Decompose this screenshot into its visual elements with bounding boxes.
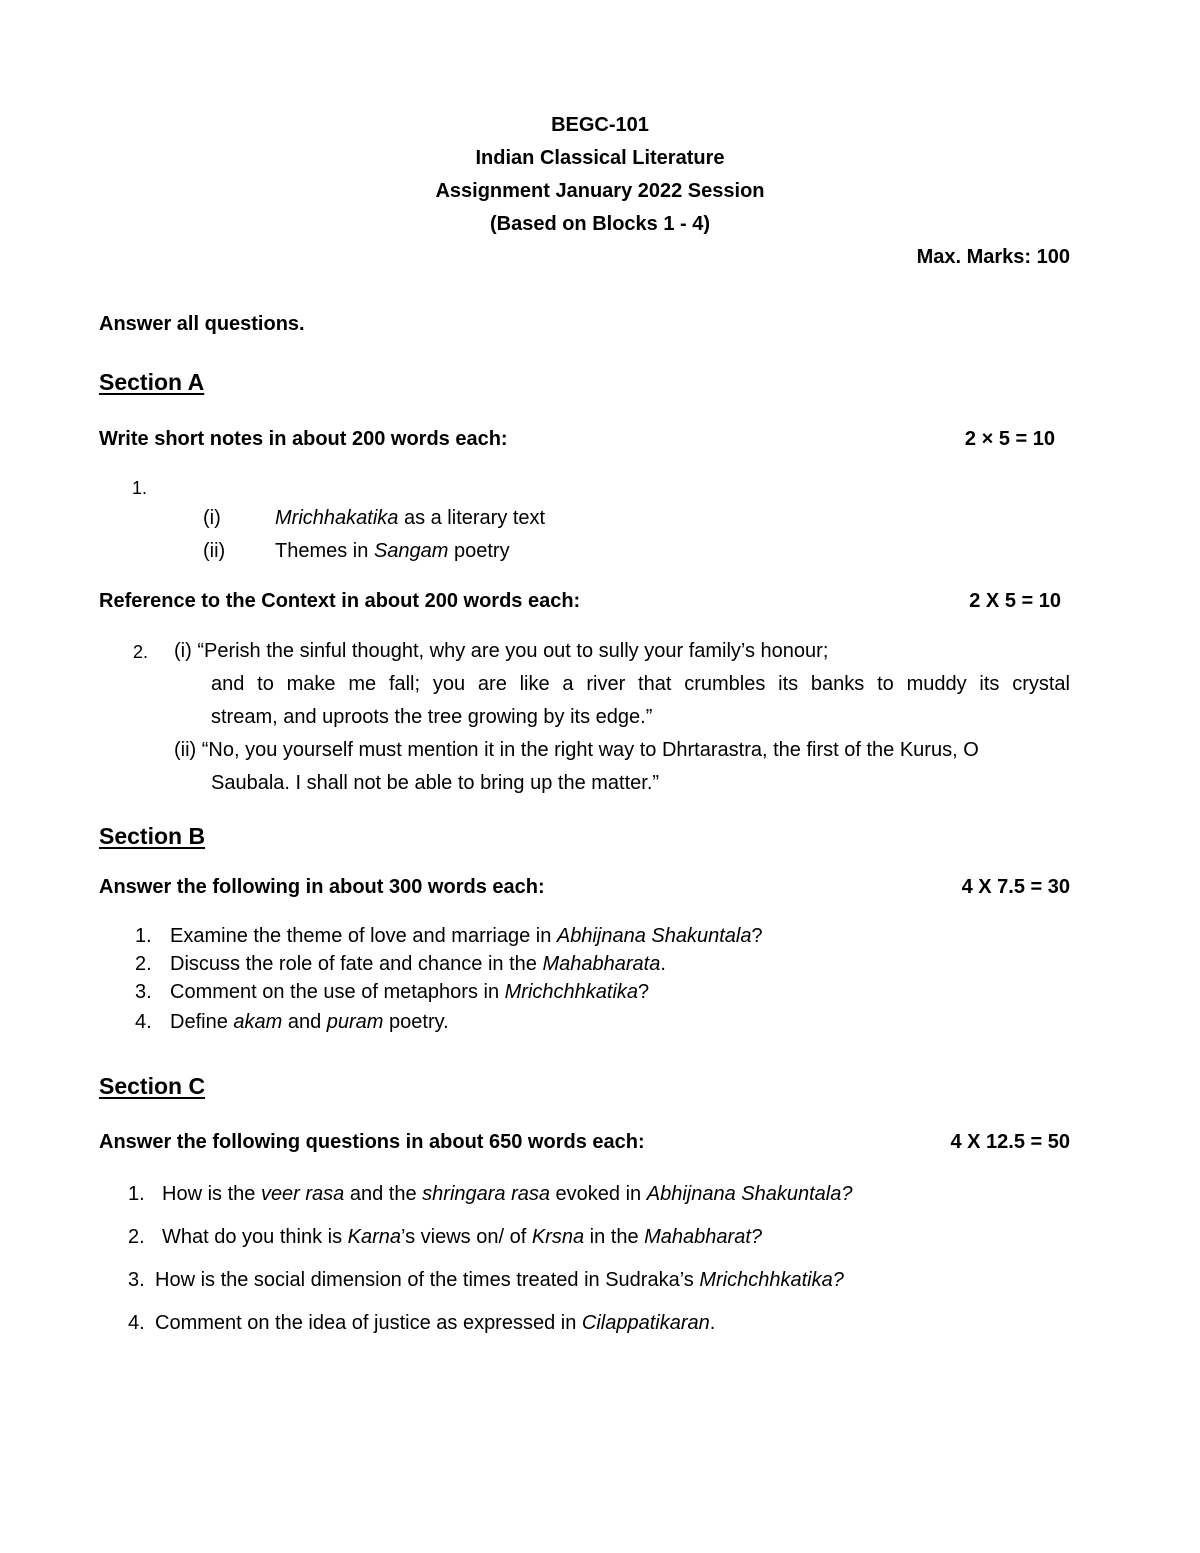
list-item: Define akam and puram poetry.	[170, 1011, 449, 1033]
section-c-heading: Answer the following questions in about 650 words each:	[99, 1131, 645, 1153]
blocks-note: (Based on Blocks 1 - 4)	[489, 213, 711, 235]
list-number: 1.	[128, 1183, 145, 1205]
section-b-marks: 4 X 7.5 = 30	[961, 876, 1070, 898]
list-number: 4.	[128, 1312, 145, 1334]
list-number: 3.	[135, 981, 152, 1003]
course-code: BEGC-101	[551, 114, 649, 136]
section-a-part1-marks: 2 × 5 = 10	[964, 428, 1055, 450]
list-number: 3.	[128, 1269, 145, 1291]
quote-line: (ii) “No, you yourself must mention it in the right way to Dhrtarastra, the first of the Kurus, O	[174, 739, 979, 761]
assignment-session: Assignment January 2022 Session	[435, 180, 765, 202]
item-label: (ii)	[203, 540, 226, 562]
list-item: How is the veer rasa and the shringara rasa evoked in Abhijnana Shakuntala?	[162, 1183, 853, 1205]
list-item: What do you think is Karna’s views on/ of Krsna in the Mahabharat?	[162, 1226, 763, 1248]
list-number: 2.	[128, 1226, 145, 1248]
list-item: Comment on the idea of justice as expressed in Cilappatikaran.	[155, 1312, 716, 1334]
quote-line: (i) “Perish the sinful thought, why are you out to sully your family’s honour;	[174, 640, 829, 662]
list-item: Examine the theme of love and marriage in Abhijnana Shakuntala?	[170, 925, 763, 947]
question-number: 1.	[132, 478, 148, 498]
list-number: 2.	[135, 953, 152, 975]
short-note-item: Mrichhakatika as a literary text	[275, 507, 546, 529]
instruction: Answer all questions.	[99, 313, 305, 335]
item-label: (i)	[203, 507, 221, 529]
list-number: 4.	[135, 1011, 152, 1033]
section-a-part1-heading: Write short notes in about 200 words each:	[99, 428, 508, 450]
section-b-heading: Answer the following in about 300 words each:	[99, 876, 545, 898]
section-c-title: Section C	[99, 1073, 206, 1099]
list-item: Comment on the use of metaphors in Mrichchhkatika?	[170, 981, 650, 1003]
section-a-part2-heading: Reference to the Context in about 200 words each:	[99, 590, 581, 612]
course-title: Indian Classical Literature	[475, 147, 725, 169]
short-note-item: Themes in Sangam poetry	[275, 540, 510, 562]
quote-line: stream, and uproots the tree growing by its edge.”	[211, 706, 653, 728]
list-number: 1.	[135, 925, 152, 947]
question-number: 2.	[133, 642, 149, 662]
section-c-marks: 4 X 12.5 = 50	[950, 1131, 1070, 1153]
section-b-title: Section B	[99, 823, 206, 849]
list-item: How is the social dimension of the times treated in Sudraka’s Mrichchhkatika?	[155, 1269, 844, 1291]
list-item: Discuss the role of fate and chance in the Mahabharata.	[170, 953, 666, 975]
section-a-title: Section A	[99, 369, 205, 395]
quote-line: and to make me fall; you are like a river that crumbles its banks to muddy its crystal	[211, 673, 1070, 695]
section-a-part2-marks: 2 X 5 = 10	[969, 590, 1061, 612]
max-marks: Max. Marks: 100	[916, 246, 1070, 268]
quote-line: Saubala. I shall not be able to bring up the matter.”	[211, 772, 660, 794]
